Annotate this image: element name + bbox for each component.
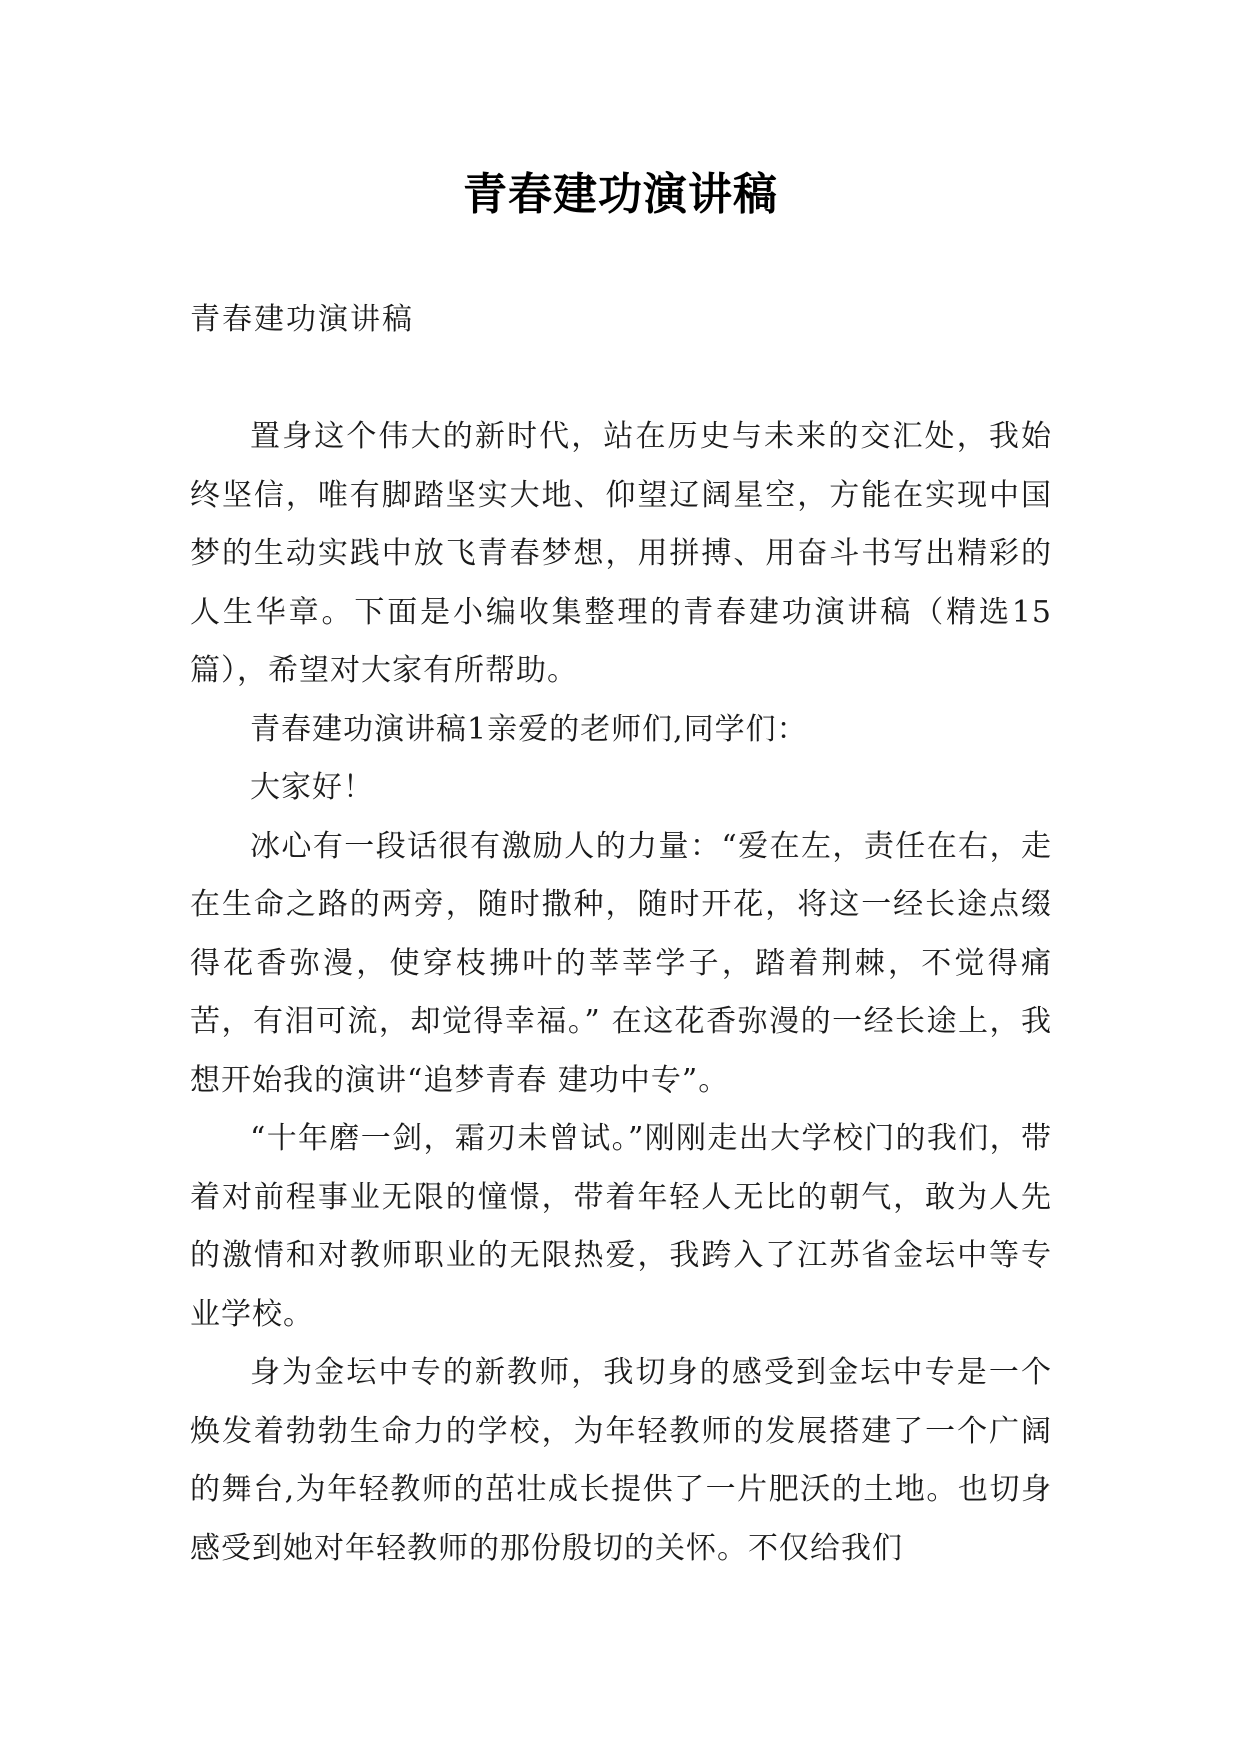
paragraph-intro: 置身这个伟大的新时代，站在历史与未来的交汇处，我始终坚信，唯有脚踏坚实大地、仰望辽阔星空，方能在实现中国梦的生动实践中放飞青春梦想，用拼搏、用奋斗书写出精彩的人生华章。下面是小编收集整理的青春建功演讲稿（精选15篇），希望对大家有所帮助。 [190,419,1052,688]
document-body [190,408,1052,1578]
paragraph-quote: 冰心有一段话很有激励人的力量：“爱在左，责任在右，走在生命之路的两旁，随时撒种，随时开花，将这一经长途点缀得花香弥漫，使穿枝拂叶的莘莘学子，踏着荆棘，不觉得痛苦，有泪可流，却觉得幸福。” 在这花香弥漫的一经长途上，我想开始我的演讲“追梦青春 建功中专”。 [190,828,1052,1098]
paragraph-greeting: 大家好！ [250,770,374,805]
paragraph-ten-years: “十年磨一剑，霜刃未曾试。”刚刚走出大学校门的我们，带着对前程事业无限的憧憬，带着年轻人无比的朝气，敢为人先的激情和对教师职业的无限热爱，我跨入了江苏省金坛中等专业学校。 [190,1121,1052,1332]
paragraph-new-teacher: 身为金坛中专的新教师，我切身的感受到金坛中专是一个焕发着勃勃生命力的学校，为年轻教师的发展搭建了一个广阔的舞台,为年轻教师的茁壮成长提供了一片肥沃的土地。也切身感受到她对年轻教师的那份殷切的关怀。不仅给我们 [190,1355,1052,1566]
document-title: 青春建功演讲稿 [463,169,778,220]
paragraph-speech-heading: 青春建功演讲稿1亲爱的老师们,同学们： [250,711,808,747]
document-subtitle: 青春建功演讲稿 [190,302,414,337]
